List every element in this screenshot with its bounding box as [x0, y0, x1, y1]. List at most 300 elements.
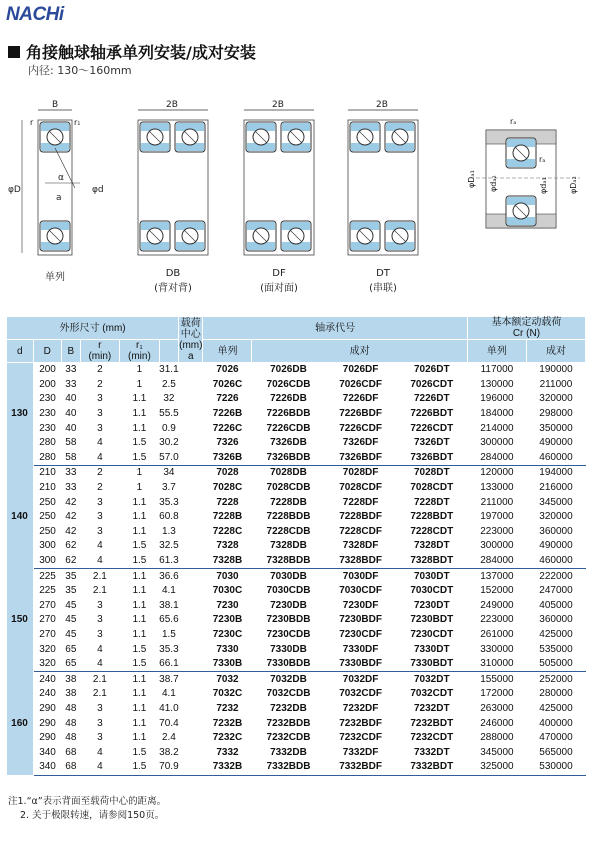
outer-diameter-cell: 320: [39, 643, 56, 655]
spacer-cell: [179, 731, 203, 746]
dt-code-cell: 7232BDT: [410, 717, 454, 729]
rating-paired-cell: 425000: [539, 628, 573, 640]
db-code-cell: 7228CDB: [266, 525, 311, 537]
r1-min-cell: 1.5: [120, 451, 160, 466]
df-code-cell: 7226DF: [342, 393, 379, 405]
rating-single-cell: 196000: [480, 393, 514, 405]
header-bearing-code: 轴承代号: [203, 317, 467, 340]
dim-phid-label: φd: [92, 185, 104, 195]
outer-diameter-cell: 230: [39, 393, 56, 405]
single-code-cell: 7328B: [203, 554, 252, 569]
spacer-cell: [179, 745, 203, 760]
r1-min-cell: 1.1: [132, 688, 147, 700]
outer-diameter-cell: 280: [33, 451, 62, 466]
r-min-cell: 2: [97, 482, 103, 494]
width-cell: 65: [62, 657, 81, 672]
rating-single-cell: 310000: [467, 657, 526, 672]
footnote-1: 注1.“α”表示背面至载荷中心的距离。: [8, 796, 167, 807]
dim-phida2-label: φdₐ₂: [489, 175, 498, 192]
rating-single-cell: 263000: [480, 702, 514, 714]
spacer-cell: [179, 451, 203, 466]
load-center-cell: 1.5: [161, 628, 176, 640]
spacer-cell: [179, 407, 203, 422]
label-db: DB (背对背): [154, 268, 192, 294]
spacer-cell: [179, 539, 203, 554]
table-row: [7, 672, 586, 687]
header-rating-single: 单列: [467, 340, 526, 363]
db-pair-bearing: [138, 100, 208, 255]
db-code-cell: 7232BDB: [266, 717, 311, 729]
width-cell: 33: [65, 467, 77, 479]
spacer-cell: [179, 569, 203, 584]
dim-phida1-label: φdₐ₁: [539, 177, 548, 194]
table-row: [7, 702, 586, 717]
dt-code-cell: 7226BDT: [410, 408, 454, 420]
rating-single-cell: 197000: [480, 511, 514, 523]
r-min-cell: 3: [97, 599, 103, 611]
rating-paired-cell: 350000: [539, 422, 573, 434]
db-code-cell: 7028CDB: [266, 482, 311, 494]
rating-paired-cell: 405000: [539, 599, 573, 611]
dt-code-cell: 7228DT: [413, 496, 450, 508]
r-min-cell: 2.1: [92, 585, 107, 597]
table-row: [7, 539, 586, 554]
header-r1: r₁ (min): [120, 340, 160, 363]
rating-paired-cell: 530000: [526, 760, 585, 775]
outer-diameter-cell: 280: [39, 437, 56, 449]
footnote-2: 2. 关于极限转速，请参阅150页。: [20, 810, 165, 821]
df-code-cell: 7026CDF: [339, 378, 382, 390]
load-center-cell: 31.1: [159, 364, 179, 376]
outer-diameter-cell: 230: [39, 422, 56, 434]
width-cell: 68: [65, 746, 77, 758]
r-min-cell: 3: [97, 496, 103, 508]
dim-2B-dt-label: 2B: [376, 100, 388, 110]
bearing-spec-table: [6, 316, 586, 776]
db-code-cell: 7030CDB: [266, 585, 311, 597]
rating-single-cell: 211000: [480, 496, 514, 508]
single-code-cell: 7332: [216, 746, 239, 758]
single-code-cell: 7328: [216, 540, 239, 552]
df-code-cell: 7032CDF: [339, 688, 382, 700]
width-cell: 42: [65, 496, 77, 508]
dt-code-cell: 7326BDT: [396, 451, 467, 466]
width-cell: 45: [65, 614, 77, 626]
dt-code-cell: 7232DT: [413, 702, 450, 714]
spacer-cell: [179, 436, 203, 451]
outer-diameter-cell: 290: [39, 732, 56, 744]
width-cell: 62: [62, 554, 81, 569]
single-code-cell: 7026: [216, 364, 239, 376]
df-code-cell: 7226BDF: [339, 408, 382, 420]
load-center-cell: 0.9: [161, 422, 176, 434]
r1-min-cell: 1.5: [132, 746, 147, 758]
spacer-cell: [179, 392, 203, 407]
db-code-cell: 7326BDB: [252, 451, 325, 466]
df-code-cell: 7030CDF: [339, 585, 382, 597]
df-code-cell: 7228CDF: [339, 525, 382, 537]
r-min-cell: 3: [97, 525, 103, 537]
width-cell: 33: [65, 364, 77, 376]
rating-single-cell: 261000: [480, 628, 514, 640]
rating-single-cell: 130000: [480, 378, 514, 390]
dt-code-cell: 7226CDT: [410, 422, 454, 434]
mounting-diagram: [467, 117, 580, 228]
load-center-cell: 38.7: [159, 673, 179, 685]
outer-diameter-cell: 300: [33, 554, 62, 569]
rating-paired-cell: 460000: [526, 554, 585, 569]
rating-paired-cell: 280000: [539, 688, 573, 700]
table-row: [7, 378, 586, 393]
width-cell: 33: [65, 482, 77, 494]
rating-single-cell: 152000: [480, 585, 514, 597]
rating-single-cell: 300000: [480, 540, 514, 552]
db-code-cell: 7226CDB: [266, 422, 311, 434]
df-code-cell: 7028DF: [342, 467, 379, 479]
r1-min-cell: 1.1: [132, 511, 147, 523]
header-single: 单列: [203, 340, 252, 363]
dt-code-cell: 7332BDT: [396, 760, 467, 775]
dt-code-cell: 7332DT: [413, 746, 450, 758]
width-cell: 40: [65, 393, 77, 405]
dt-code-cell: 7328BDT: [396, 554, 467, 569]
rating-paired-cell: 535000: [539, 643, 573, 655]
table-row: [7, 392, 586, 407]
r-min-cell: 4: [97, 540, 103, 552]
width-cell: 62: [65, 540, 77, 552]
outer-diameter-cell: 225: [39, 570, 56, 582]
df-code-cell: 7332BDF: [325, 760, 396, 775]
r1-min-cell: 1: [136, 364, 143, 376]
rating-paired-cell: 194000: [539, 467, 573, 479]
header-d: d: [7, 340, 34, 363]
db-code-cell: 7228BDB: [266, 511, 311, 523]
dt-code-cell: 7230DT: [413, 599, 450, 611]
dim-a-label: a: [56, 193, 62, 203]
db-code-cell: 7328DB: [270, 540, 307, 552]
dt-code-cell: 7230BDT: [410, 614, 454, 626]
r-min-cell: 3: [97, 717, 103, 729]
table-row: [7, 716, 586, 731]
width-cell: 42: [65, 525, 77, 537]
rating-paired-cell: 222000: [539, 570, 573, 582]
single-code-cell: 7032: [216, 673, 239, 685]
dt-code-cell: 7026DT: [413, 364, 450, 376]
footnotes: [8, 795, 166, 823]
r1-min-cell: 1.1: [132, 496, 147, 508]
df-code-cell: 7026DF: [342, 364, 379, 376]
load-center-cell: 70.9: [159, 760, 178, 775]
single-code-cell: 7030: [216, 570, 239, 582]
load-center-cell: 60.8: [159, 511, 179, 523]
db-code-cell: 7226BDB: [266, 408, 311, 420]
dt-code-cell: 7326DT: [413, 437, 450, 449]
rating-single-cell: 184000: [480, 408, 514, 420]
dt-code-cell: 7330DT: [413, 643, 450, 655]
df-code-cell: 7030DF: [342, 570, 379, 582]
outer-diameter-cell: 210: [39, 467, 56, 479]
dim-2B-db-label: 2B: [166, 100, 178, 110]
single-code-cell: 7230C: [212, 628, 243, 640]
single-code-cell: 7326B: [203, 451, 252, 466]
r1-min-cell: 1.1: [132, 673, 147, 685]
single-code-cell: 7028: [216, 467, 239, 479]
dt-code-cell: 7228CDT: [410, 525, 454, 537]
rating-paired-cell: 460000: [526, 451, 585, 466]
load-center-cell: 32.5: [159, 540, 179, 552]
rating-paired-cell: 400000: [539, 717, 573, 729]
single-code-cell: 7230B: [212, 614, 243, 626]
df-code-cell: 7232DF: [342, 702, 379, 714]
r-min-cell: 2.1: [92, 673, 107, 685]
single-code-cell: 7230: [216, 599, 239, 611]
table-row: [7, 642, 586, 657]
db-code-cell: 7326DB: [270, 437, 307, 449]
rating-paired-cell: 360000: [539, 525, 573, 537]
table-row: [7, 363, 586, 378]
table-row: [7, 731, 586, 746]
rating-single-cell: 345000: [480, 746, 514, 758]
df-code-cell: 7332DF: [342, 746, 379, 758]
dt-code-cell: 7030CDT: [410, 585, 454, 597]
width-cell: 38: [65, 688, 77, 700]
table-row: [7, 584, 586, 599]
dim-phiDa2-label: φDₐ₂: [569, 176, 578, 194]
dt-code-cell: 7330BDT: [396, 657, 467, 672]
load-center-cell: 57.0: [159, 451, 178, 466]
table-row: [7, 451, 586, 466]
outer-diameter-cell: 320: [33, 657, 62, 672]
bore-diameter-cell: 140: [7, 466, 34, 569]
spec-table-body: [7, 363, 586, 776]
spacer-cell: [179, 702, 203, 717]
single-code-cell: 7226: [216, 393, 239, 405]
dt-code-cell: 7032DT: [413, 673, 450, 685]
df-code-cell: 7326DF: [342, 437, 379, 449]
r-min-cell: 3: [97, 408, 103, 420]
dim-r-label: r: [30, 118, 34, 127]
rating-single-cell: 284000: [467, 554, 526, 569]
width-cell: 68: [62, 760, 81, 775]
table-row: [7, 745, 586, 760]
dim-B-label: B: [52, 100, 59, 110]
single-code-cell: 7226C: [212, 422, 243, 434]
dt-code-cell: 7028DT: [413, 467, 450, 479]
width-cell: 48: [65, 732, 77, 744]
outer-diameter-cell: 200: [39, 364, 56, 376]
load-center-cell: 41.0: [159, 702, 179, 714]
rating-paired-cell: 216000: [539, 482, 573, 494]
table-row: [7, 599, 586, 614]
bore-diameter-cell: 130: [7, 363, 34, 466]
single-code-cell: 7026C: [212, 378, 243, 390]
load-center-cell: 65.6: [159, 614, 179, 626]
db-code-cell: 7032DB: [270, 673, 307, 685]
spacer-cell: [179, 510, 203, 525]
width-cell: 45: [65, 628, 77, 640]
df-pair-bearing: [244, 100, 314, 255]
load-center-cell: 36.6: [159, 570, 179, 582]
dim-ra-top-label: rₐ: [510, 117, 517, 126]
dt-code-cell: 7032CDT: [410, 688, 454, 700]
width-cell: 48: [65, 717, 77, 729]
rating-paired-cell: 247000: [539, 585, 573, 597]
r1-min-cell: 1.1: [132, 525, 147, 537]
db-code-cell: 7230BDB: [266, 614, 311, 626]
load-center-cell: 1.3: [161, 525, 176, 537]
spacer-cell: [179, 657, 203, 672]
table-row: [7, 569, 586, 584]
table-row: [7, 407, 586, 422]
db-code-cell: 7332BDB: [252, 760, 325, 775]
r1-min-cell: 1.5: [120, 657, 160, 672]
outer-diameter-cell: 225: [39, 585, 56, 597]
r1-min-cell: 1.5: [120, 554, 160, 569]
header-rating: 基本额定动载荷 Cr (N): [467, 317, 585, 340]
header-paired: 成对: [252, 340, 467, 363]
single-code-cell: 7330B: [203, 657, 252, 672]
r1-min-cell: 1: [136, 467, 143, 479]
header-r: r (min): [80, 340, 120, 363]
rating-paired-cell: 490000: [539, 540, 573, 552]
dt-code-cell: 7026CDT: [410, 378, 454, 390]
rating-single-cell: 223000: [480, 525, 514, 537]
single-code-cell: 7228C: [212, 525, 243, 537]
rating-single-cell: 137000: [480, 570, 514, 582]
outer-diameter-cell: 230: [39, 408, 56, 420]
spacer-cell: [179, 716, 203, 731]
rating-paired-cell: 320000: [539, 511, 573, 523]
title-square-icon: [8, 46, 20, 58]
r1-min-cell: 1: [136, 378, 143, 390]
db-code-cell: 7232CDB: [266, 732, 311, 744]
table-row: [7, 760, 586, 775]
r1-min-cell: 1.1: [132, 702, 147, 714]
header-load-center: 载荷 中心 (mm) a: [179, 317, 203, 362]
spacer-cell: [179, 613, 203, 628]
single-code-cell: 7226B: [212, 408, 243, 420]
df-code-cell: 7330DF: [342, 643, 379, 655]
table-row: [7, 525, 586, 540]
df-code-cell: 7228DF: [342, 496, 379, 508]
table-row: [7, 495, 586, 510]
db-code-cell: 7026DB: [270, 364, 307, 376]
r-min-cell: 3: [97, 702, 103, 714]
load-center-cell: 4.1: [161, 688, 176, 700]
df-code-cell: 7032DF: [342, 673, 379, 685]
r1-min-cell: 1.1: [132, 393, 147, 405]
r-min-cell: 3: [97, 732, 103, 744]
spacer-cell: [179, 466, 203, 481]
rating-single-cell: 117000: [480, 364, 514, 376]
rating-single-cell: 249000: [480, 599, 514, 611]
outer-diameter-cell: 290: [39, 717, 56, 729]
r-min-cell: 4: [80, 760, 120, 775]
r1-min-cell: 1.1: [132, 585, 147, 597]
outer-diameter-cell: 200: [39, 378, 56, 390]
db-code-cell: 7228DB: [270, 496, 307, 508]
df-code-cell: 7330BDF: [325, 657, 396, 672]
width-cell: 38: [65, 673, 77, 685]
rating-single-cell: 330000: [480, 643, 514, 655]
r-min-cell: 2: [97, 467, 103, 479]
r-min-cell: 3: [97, 511, 103, 523]
rating-paired-cell: 565000: [539, 746, 573, 758]
df-code-cell: 7230CDF: [339, 628, 382, 640]
r-min-cell: 2: [97, 364, 103, 376]
load-center-cell: 66.1: [159, 657, 178, 672]
spacer-cell: [179, 421, 203, 436]
dim-2B-df-label: 2B: [272, 100, 284, 110]
single-code-cell: 7326: [216, 437, 239, 449]
db-code-cell: 7328BDB: [252, 554, 325, 569]
r1-min-cell: 1.1: [132, 628, 147, 640]
page-subtitle: 内径: 130～160mm: [28, 64, 132, 77]
r1-min-cell: 1.5: [120, 760, 160, 775]
spacer-cell: [179, 378, 203, 393]
df-code-cell: 7230BDF: [339, 614, 382, 626]
dim-r1-label: r₁: [74, 118, 81, 127]
rating-single-cell: 325000: [467, 760, 526, 775]
r-min-cell: 3: [97, 393, 103, 405]
db-code-cell: 7230DB: [270, 599, 307, 611]
rating-paired-cell: 211000: [539, 378, 573, 390]
load-center-cell: 70.4: [159, 717, 179, 729]
table-row: [7, 657, 586, 672]
r-min-cell: 3: [97, 422, 103, 434]
single-code-cell: 7028C: [212, 482, 243, 494]
single-code-cell: 7330: [216, 643, 239, 655]
spacer-cell: [179, 687, 203, 702]
spacer-cell: [179, 672, 203, 687]
outer-diameter-cell: 270: [39, 628, 56, 640]
r1-min-cell: 1.1: [132, 732, 147, 744]
spacer-cell: [179, 525, 203, 540]
r-min-cell: 4: [97, 746, 103, 758]
rating-paired-cell: 425000: [539, 702, 573, 714]
header-rating-paired: 成对: [526, 340, 585, 363]
db-code-cell: 7232DB: [270, 702, 307, 714]
dim-phiD-label: φD: [8, 185, 21, 195]
single-code-cell: 7032C: [212, 688, 243, 700]
label-df: DF (面对面): [260, 268, 298, 294]
rating-paired-cell: 252000: [539, 673, 573, 685]
dt-code-cell: 7230CDT: [410, 628, 454, 640]
db-code-cell: 7330DB: [270, 643, 307, 655]
rating-paired-cell: 298000: [539, 408, 573, 420]
outer-diameter-cell: 270: [39, 599, 56, 611]
rating-single-cell: 133000: [480, 482, 514, 494]
r1-min-cell: 1.1: [132, 408, 147, 420]
bore-diameter-cell: 150: [7, 569, 34, 672]
label-dt: DT (串联): [369, 268, 397, 294]
rating-paired-cell: 470000: [539, 732, 573, 744]
r-min-cell: 3: [97, 614, 103, 626]
df-code-cell: 7232CDF: [339, 732, 382, 744]
outer-diameter-cell: 250: [39, 525, 56, 537]
outer-diameter-cell: 210: [39, 482, 56, 494]
r-min-cell: 4: [80, 451, 120, 466]
table-row: [7, 481, 586, 496]
title-text: 角接触球轴承单列安装/成对安装: [26, 43, 256, 62]
width-cell: 58: [62, 451, 81, 466]
outer-diameter-cell: 300: [39, 540, 56, 552]
rating-single-cell: 120000: [480, 467, 514, 479]
r-min-cell: 4: [80, 657, 120, 672]
load-center-cell: 38.2: [159, 746, 179, 758]
spacer-cell: [179, 760, 203, 775]
load-center-cell: 38.1: [159, 599, 179, 611]
